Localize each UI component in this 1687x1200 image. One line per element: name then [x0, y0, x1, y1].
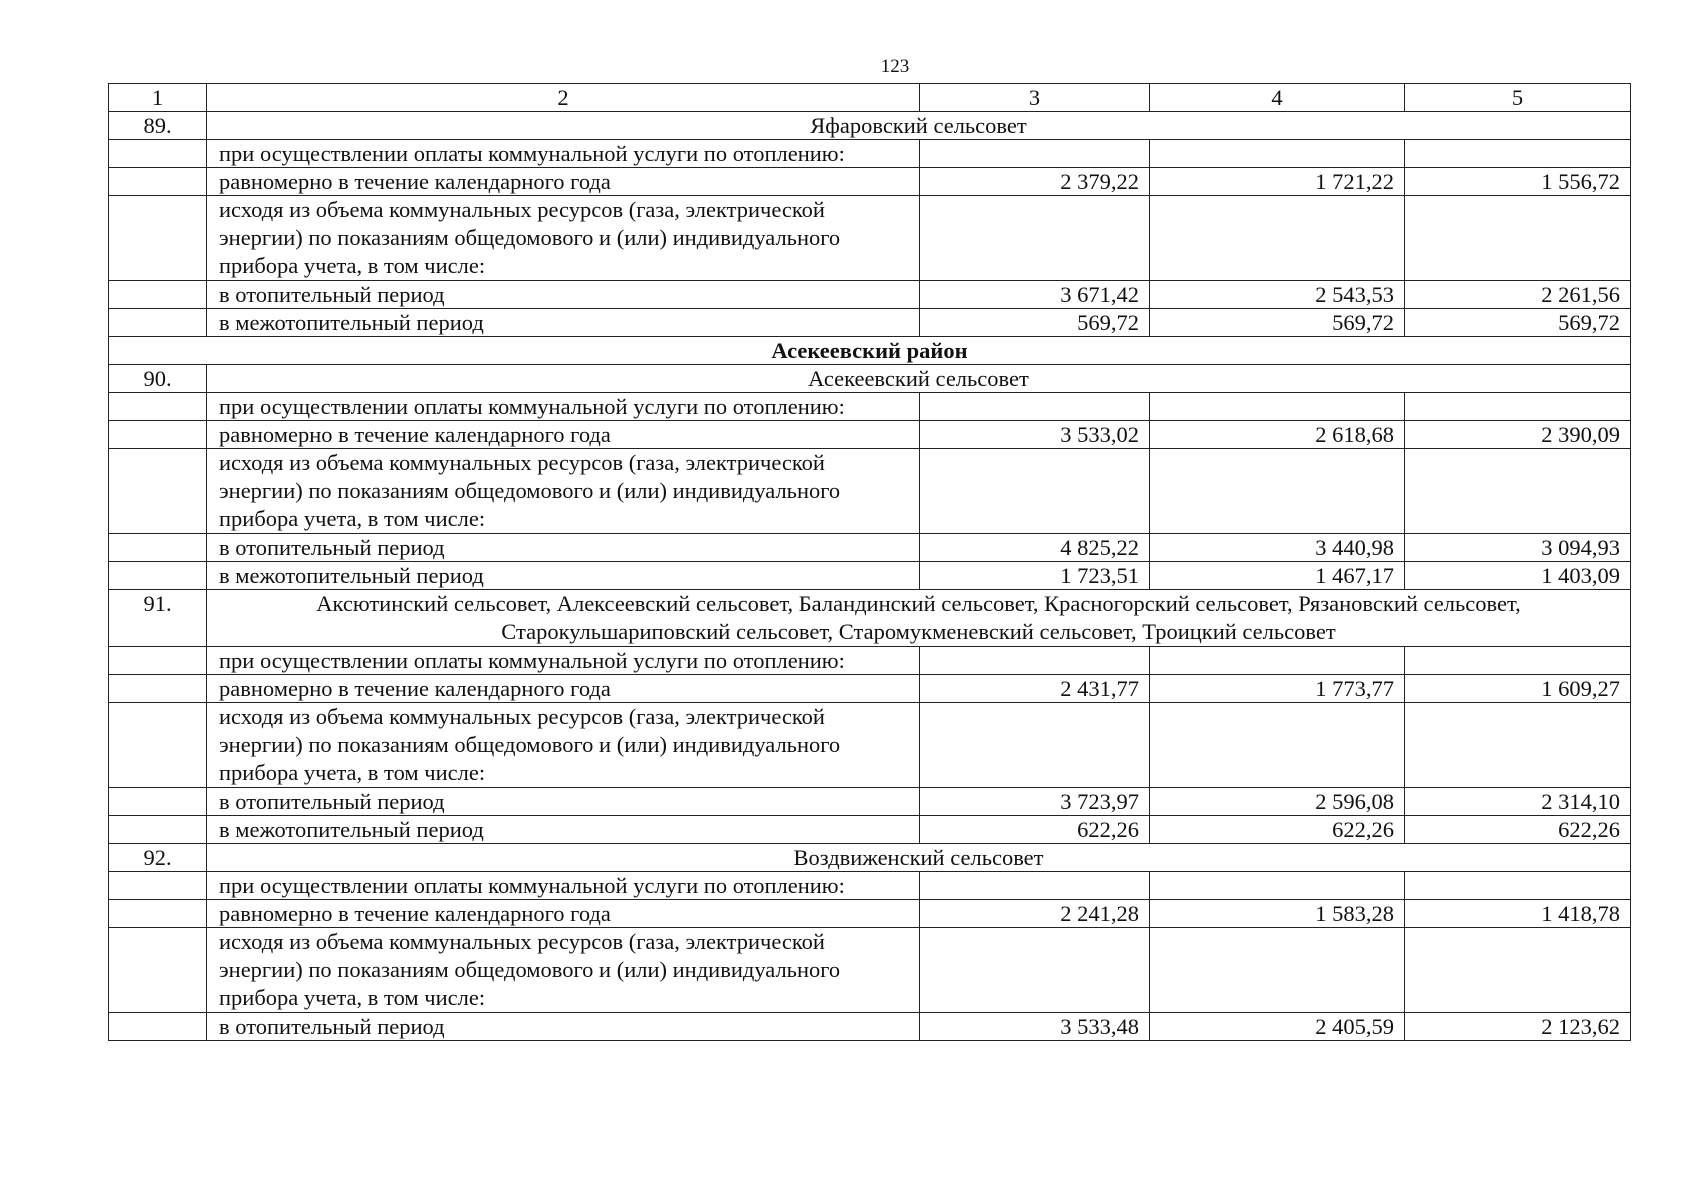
value-cell: 1 773,77 — [1150, 675, 1405, 703]
table-row — [109, 534, 1631, 562]
value-cell: 2 390,09 — [1405, 421, 1631, 449]
row-label: равномерно в течение календарного года — [207, 421, 920, 449]
value-cell: 2 123,62 — [1405, 1013, 1631, 1041]
section-title-row — [109, 590, 1631, 647]
district-title: Асекеевский район — [109, 337, 1631, 365]
value-cell: 3 533,02 — [920, 421, 1150, 449]
value-cell: 2 379,22 — [920, 168, 1150, 196]
row-number: 89. — [109, 112, 207, 140]
row-label: исходя из объема коммунальных ресурсов (газа, электрической энергии) по показаниям общедомового и (или) индивидуального прибора учета, в том числе: — [207, 703, 920, 788]
table-row — [109, 1013, 1631, 1041]
table-row — [109, 309, 1631, 337]
value-cell: 4 825,22 — [920, 534, 1150, 562]
section-title: Воздвиженский сельсовет — [207, 844, 1631, 872]
district-row — [109, 337, 1631, 365]
section-title: Аксютинский сельсовет, Алексеевский сельсовет, Баландинский сельсовет, Красногорский сельсовет, Рязановский сельсовет, Старокульшариповский сельсовет, Старомукменевский сельсовет, Троицкий сельсовет — [207, 590, 1631, 647]
header-cell: 2 — [207, 84, 920, 112]
value-cell: 569,72 — [1150, 309, 1405, 337]
row-label: исходя из объема коммунальных ресурсов (газа, электрической энергии) по показаниям общедомового и (или) индивидуального прибора учета, в том числе: — [207, 928, 920, 1013]
value-cell: 3 671,42 — [920, 281, 1150, 309]
section-title: Асекеевский сельсовет — [207, 365, 1631, 393]
table-row — [109, 562, 1631, 590]
value-cell: 1 583,28 — [1150, 900, 1405, 928]
row-label: при осуществлении оплаты коммунальной услуги по отоплению: — [207, 140, 920, 168]
value-cell: 2 596,08 — [1150, 788, 1405, 816]
table-row — [109, 140, 1631, 168]
row-label: равномерно в течение календарного года — [207, 168, 920, 196]
table-row — [109, 281, 1631, 309]
table-row — [109, 816, 1631, 844]
header-cell: 4 — [1150, 84, 1405, 112]
value-cell: 1 467,17 — [1150, 562, 1405, 590]
header-cell: 3 — [920, 84, 1150, 112]
row-label: в отопительный период — [207, 281, 920, 309]
row-label: при осуществлении оплаты коммунальной услуги по отоплению: — [207, 872, 920, 900]
section-title-row — [109, 365, 1631, 393]
value-cell: 2 431,77 — [920, 675, 1150, 703]
table-row — [109, 196, 1631, 281]
value-cell: 2 543,53 — [1150, 281, 1405, 309]
row-label: в межотопительный период — [207, 816, 920, 844]
table-row — [109, 449, 1631, 534]
value-cell: 1 556,72 — [1405, 168, 1631, 196]
value-cell: 2 405,59 — [1150, 1013, 1405, 1041]
section-title-row — [109, 112, 1631, 140]
value-cell: 622,26 — [1405, 816, 1631, 844]
table-row — [109, 788, 1631, 816]
row-label: равномерно в течение календарного года — [207, 900, 920, 928]
table-row — [109, 421, 1631, 449]
row-number: 92. — [109, 844, 207, 872]
row-label: в межотопительный период — [207, 562, 920, 590]
value-cell: 3 723,97 — [920, 788, 1150, 816]
value-cell: 3 094,93 — [1405, 534, 1631, 562]
table-row — [109, 872, 1631, 900]
value-cell: 622,26 — [1150, 816, 1405, 844]
value-cell: 1 403,09 — [1405, 562, 1631, 590]
section-title: Яфаровский сельсовет — [207, 112, 1631, 140]
value-cell: 569,72 — [920, 309, 1150, 337]
value-cell: 2 618,68 — [1150, 421, 1405, 449]
value-cell: 2 241,28 — [920, 900, 1150, 928]
table-row — [109, 703, 1631, 788]
tariff-table — [108, 83, 1631, 1041]
row-label: в отопительный период — [207, 534, 920, 562]
value-cell: 3 440,98 — [1150, 534, 1405, 562]
value-cell: 622,26 — [920, 816, 1150, 844]
row-label: исходя из объема коммунальных ресурсов (газа, электрической энергии) по показаниям общедомового и (или) индивидуального прибора учета, в том числе: — [207, 449, 920, 534]
table-row — [109, 900, 1631, 928]
page-number: 123 — [880, 56, 910, 77]
value-cell: 569,72 — [1405, 309, 1631, 337]
value-cell: 2 314,10 — [1405, 788, 1631, 816]
row-label: при осуществлении оплаты коммунальной услуги по отоплению: — [207, 393, 920, 421]
row-label: исходя из объема коммунальных ресурсов (газа, электрической энергии) по показаниям общедомового и (или) индивидуального прибора учета, в том числе: — [207, 196, 920, 281]
value-cell: 3 533,48 — [920, 1013, 1150, 1041]
value-cell: 2 261,56 — [1405, 281, 1631, 309]
value-cell: 1 721,22 — [1150, 168, 1405, 196]
value-cell: 1 418,78 — [1405, 900, 1631, 928]
section-title-row — [109, 844, 1631, 872]
value-cell: 1 723,51 — [920, 562, 1150, 590]
table-row — [109, 647, 1631, 675]
table-row — [109, 675, 1631, 703]
table-row — [109, 928, 1631, 1013]
row-number: 91. — [109, 590, 207, 647]
header-cell: 5 — [1405, 84, 1631, 112]
row-label: в отопительный период — [207, 1013, 920, 1041]
value-cell: 1 609,27 — [1405, 675, 1631, 703]
row-label: в отопительный период — [207, 788, 920, 816]
table-row — [109, 168, 1631, 196]
header-cell: 1 — [109, 84, 207, 112]
row-number: 90. — [109, 365, 207, 393]
table-header-row — [109, 84, 1631, 112]
row-label: в межотопительный период — [207, 309, 920, 337]
row-label: равномерно в течение календарного года — [207, 675, 920, 703]
row-label: при осуществлении оплаты коммунальной услуги по отоплению: — [207, 647, 920, 675]
table-row — [109, 393, 1631, 421]
